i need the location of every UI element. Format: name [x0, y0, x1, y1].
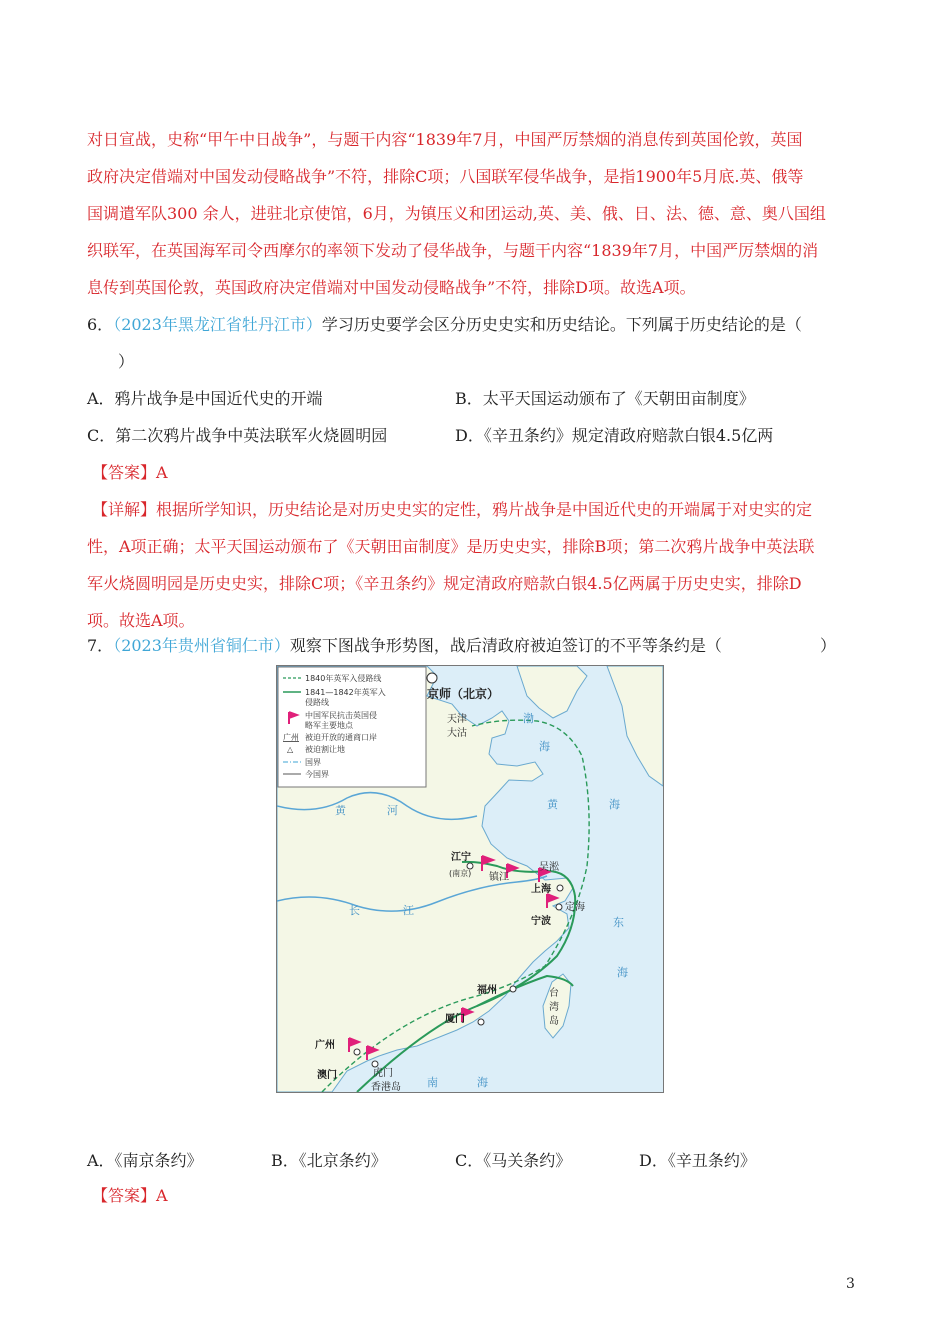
question-6-stem — [87, 315, 802, 335]
legend-port-symbol: 广州 — [283, 733, 299, 742]
legend-border-text: 国界 — [305, 758, 321, 767]
q6-detail-line-2: 性，A项正确；太平天国运动颁布了《天朝田亩制度》是历史史实，排除B项；第二次鸦片战争中英法联 — [87, 537, 815, 556]
q7-option-b: B．《北京条约》 — [271, 1151, 387, 1170]
bohai-label-2: 海 — [539, 740, 550, 753]
q7-option-c: C．《马关条约》 — [455, 1151, 572, 1170]
question-source: （2023年贵州省铜仁市） — [113, 636, 290, 655]
q6-option-d: D．《辛丑条约》规定清政府赔款白银4.5亿两 — [455, 426, 774, 445]
jiangning-label: 江宁 — [451, 852, 471, 863]
explanation-line-2: 政府决定借端对中国发动侵略战争”不符，排除C项；八国联军侵华战争，是指1900年5月底.英、俄等 — [87, 167, 804, 186]
wusong-label: 吴淞 — [539, 862, 559, 873]
humen-label: 虎门 — [373, 1068, 393, 1079]
taiwan-label-3: 岛 — [549, 1016, 559, 1027]
east-sea-label-1: 东 — [613, 916, 624, 929]
q6-option-a: A．鸦片战争是中国近代史的开端 — [87, 389, 323, 408]
legend-modern-border-text: 今国界 — [305, 770, 329, 779]
legend-port-text: 被迫开放的通商口岸 — [305, 733, 377, 742]
q6-option-b: B．太平天国运动颁布了《天朝田亩制度》 — [455, 389, 755, 408]
question-text: 学习历史要学会区分历史史实和历史结论。下列属于历史结论的是（ — [321, 315, 802, 334]
shanghai-marker — [557, 885, 563, 891]
legend-1840-text: 1840年英军入侵路线 — [305, 674, 382, 683]
nanjing-label: (南京) — [449, 869, 472, 878]
yellow-river-label-1: 黄 — [335, 804, 346, 817]
taiwan-label-1: 台 — [549, 988, 559, 999]
q7-option-a: A．《南京条约》 — [87, 1151, 203, 1170]
page-number: 3 — [846, 1276, 855, 1292]
guangzhou-marker — [354, 1049, 360, 1055]
aomen-label: 澳门 — [317, 1070, 337, 1081]
explanation-line-3: 国调遣军队300 余人，进驻北京使馆，6月，为镇压义和团运动,英、美、俄、日、法、德、意、奥八国组 — [87, 204, 826, 223]
q7-option-d: D．《辛丑条约》 — [639, 1151, 756, 1170]
question-number: 7． — [87, 636, 114, 655]
hongkong-label: 香港岛 — [371, 1082, 401, 1092]
shanghai-label: 上海 — [531, 884, 551, 895]
yangtze-label-1: 长 — [349, 904, 360, 917]
q6-option-c: C．第二次鸦片战争中英法联军火烧圆明园 — [87, 426, 388, 445]
q6-detail-line-1: 【详解】根据所学知识，历史结论是对历史史实的定性，鸦片战争是中国近代史的开端属于对史实的定 — [92, 500, 813, 519]
tianjin-label: 天津 — [447, 714, 467, 725]
question-7-stem-close: ） — [820, 636, 837, 655]
legend-1841-text-2: 侵路线 — [305, 698, 329, 707]
xiamen-marker — [478, 1019, 484, 1025]
legend-resist-text-2: 略军主要地点 — [305, 721, 353, 730]
east-sea-label-2: 海 — [617, 966, 628, 979]
zhenjiang-label: 镇江 — [489, 872, 509, 883]
fuzhou-label: 福州 — [477, 985, 497, 996]
bohai-label-1: 渤 — [523, 712, 534, 725]
legend-ceded-text: 被迫割让地 — [305, 745, 345, 754]
ningbo-label: 宁波 — [531, 916, 551, 927]
fuzhou-marker — [510, 986, 516, 992]
explanation-line-5: 息传到英国伦敦，英国政府决定借端对中国发动侵略战争”不符，排除D项。故选A项。 — [87, 278, 696, 297]
dagu-label: 大沽 — [447, 728, 467, 739]
question-6-stem-cont: ） — [118, 352, 135, 371]
q7-answer: 【答案】A — [92, 1186, 168, 1205]
xiamen-label: 厦门 — [445, 1014, 465, 1025]
capital-marker — [427, 673, 437, 683]
legend-resist-text: 中国军民抗击英国侵 — [305, 711, 377, 720]
legend-ceded-symbol: △ — [287, 745, 294, 754]
war-situation-map — [276, 665, 664, 1093]
ningbo-marker — [556, 904, 562, 910]
question-text: 观察下图战争形势图，战后清政府被迫签订的不平等条约是（ — [289, 636, 722, 655]
guangzhou-label: 广州 — [315, 1040, 335, 1051]
south-sea-label-2: 海 — [477, 1076, 488, 1089]
explanation-line-4: 织联军，在英国海军司令西摩尔的率领下发动了侵华战争，与题干内容“1839年7月，中国严厉禁烟的消 — [87, 241, 819, 260]
yellow-sea-label-2: 海 — [609, 798, 620, 811]
question-source: （2023年黑龙江省牡丹江市） — [113, 315, 322, 334]
capital-label: 京师（北京） — [427, 687, 500, 701]
explanation-line-1: 对日宣战，史称“甲午中日战争”，与题干内容“1839年7月，中国严厉禁烟的消息传到英国伦敦，英国 — [87, 130, 803, 149]
q6-answer: 【答案】A — [92, 463, 168, 482]
question-7-stem — [87, 636, 722, 656]
legend-1841-text: 1841—1842年英军入 — [305, 688, 386, 697]
q6-detail-line-3: 军火烧圆明园是历史史实，排除C项；《辛丑条约》规定清政府赔款白银4.5亿两属于历史史实，排除D — [87, 574, 802, 593]
yellow-river-label-2: 河 — [387, 804, 398, 817]
humen-marker — [372, 1061, 378, 1067]
taiwan-label-2: 湾 — [549, 1002, 559, 1013]
yangtze-label-2: 江 — [403, 904, 414, 917]
question-number: 6． — [87, 315, 114, 334]
yellow-sea-label-1: 黄 — [547, 798, 558, 811]
south-sea-label-1: 南 — [427, 1076, 438, 1089]
q6-detail-line-4: 项。故选A项。 — [87, 611, 195, 630]
dinghai-label: 定海 — [565, 902, 585, 913]
